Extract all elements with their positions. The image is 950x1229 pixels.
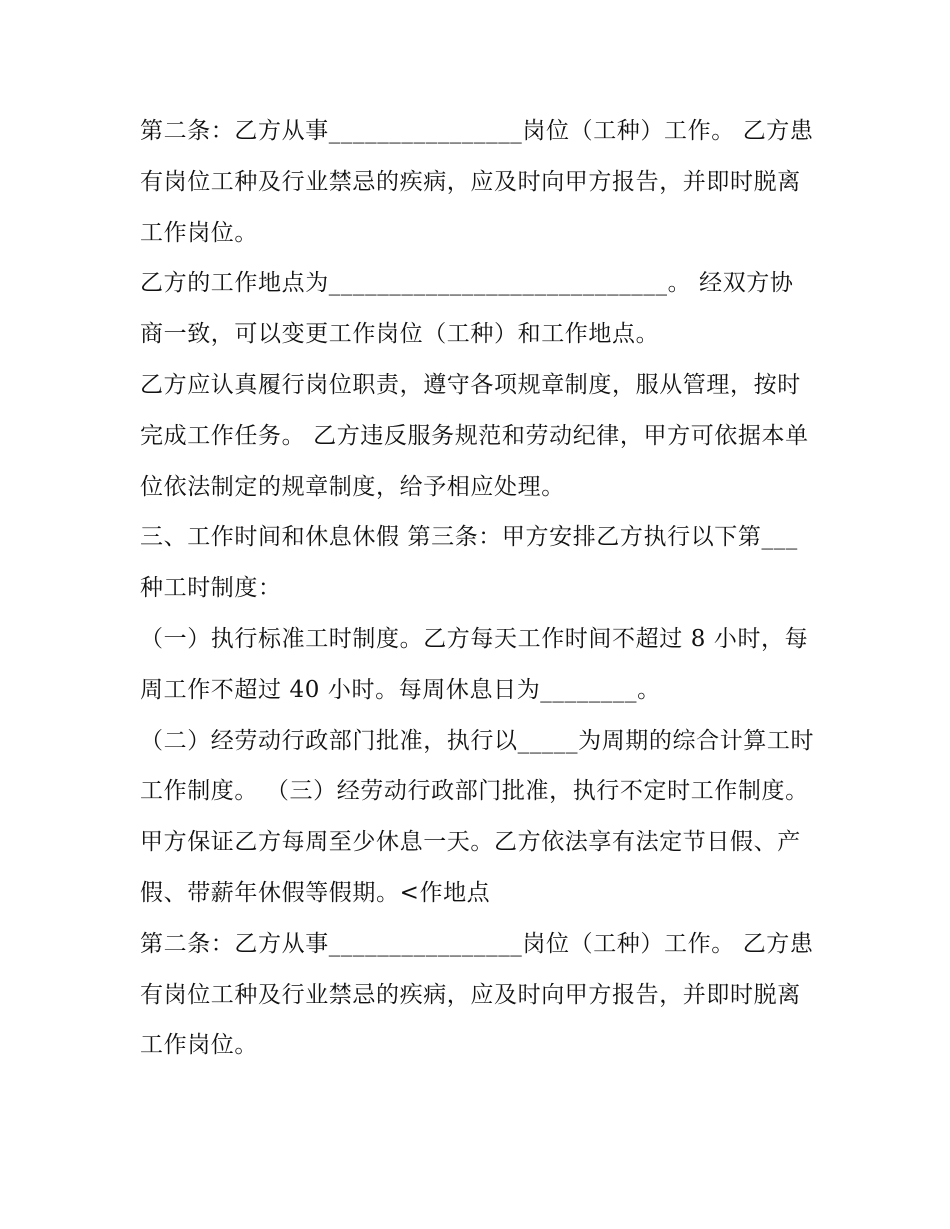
paragraph-work-location: 乙方的工作地点为____________________________。 经双方协商一致，可以变更工作岗位（工种）和工作地点。 (140, 270, 794, 348)
paragraph-comprehensive-hours: （二）经劳动行政部门批准，执行以_____为周期的综合计算工时工作制度。 （三）经劳动行政部门批准，执行不定时工作制度。 (140, 727, 815, 805)
paragraph-article-2-post: 第二条：乙方从事________________岗位（工种）工作。 乙方患有岗位工种及行业禁忌的疾病，应及时向甲方报告，并即时脱离工作岗位。 (140, 118, 814, 246)
document-body (140, 106, 815, 1071)
paragraph-article-2-post-repeat: 第二条：乙方从事________________岗位（工种）工作。 乙方患有岗位工种及行业禁忌的疾病，应及时向甲方报告，并即时脱离工作岗位。 (140, 930, 814, 1059)
paragraph-rest-days: 甲方保证乙方每周至少休息一天。乙方依法享有法定节日假、产假、带薪年休假等假期。<作地点 (140, 829, 801, 906)
paragraph-standard-hours: （一）执行标准工时制度。乙方每天工作时间不超过 8 小时，每周工作不超过 40 小时。每周休息日为________。 (140, 625, 809, 703)
paragraph-duties: 乙方应认真履行岗位职责，遵守各项规章制度，服从管理，按时完成工作任务。 乙方违反服务规范和劳动纪律，甲方可依据本单位依法制定的规章制度，给予相应处理。 (140, 371, 809, 500)
paragraph-section-3-heading: 三、工作时间和休息休假 第三条：甲方安排乙方执行以下第___种工时制度： (140, 524, 798, 602)
